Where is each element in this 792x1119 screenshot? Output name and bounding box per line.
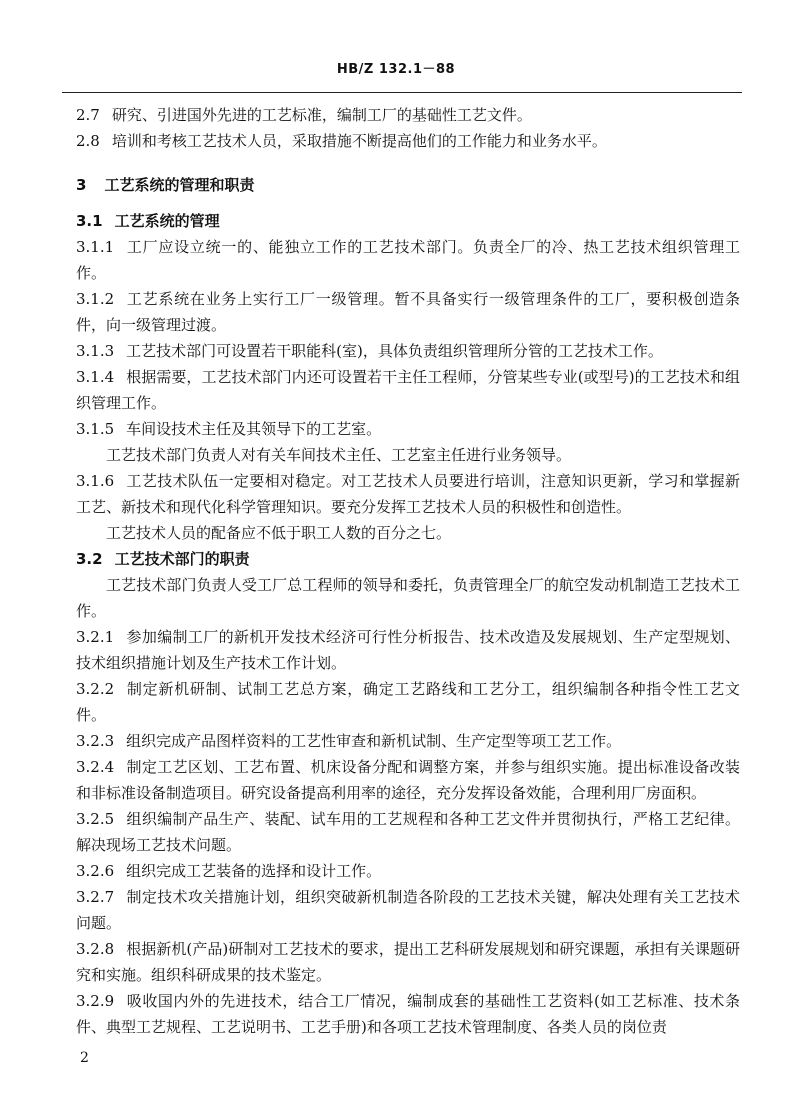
document-header: HB/Z 132.1－88 [336, 62, 456, 77]
clause-text: 制定技术攻关措施计划，组织突破新机制造各阶段的工艺技术关键，解决处理有关工艺技术问题。 [76, 888, 740, 932]
clause-3-1-1 [76, 234, 740, 286]
clause-3-2-7 [76, 884, 740, 936]
section-number: 3.2 [76, 550, 103, 568]
section-3-2-intro: 工艺技术部门负责人受工厂总工程师的领导和委托，负责管理全厂的航空发动机制造工艺技术工作。 [76, 576, 740, 620]
document-body [76, 102, 740, 1040]
clause-text: 研究、引进国外先进的工艺标准，编制工厂的基础性工艺文件。 [111, 106, 532, 124]
clause-number: 3.1.4 [76, 368, 115, 386]
clause-number: 3.2.9 [76, 992, 115, 1010]
clause-2-7 [76, 102, 740, 128]
clause-text: 根据需要，工艺技术部门内还可设置若干主任工程师，分管某些专业(或型号)的工艺技术和组织管理工作。 [76, 368, 740, 412]
clause-3-2-6 [76, 858, 740, 884]
clause-number: 3.1.3 [76, 342, 115, 360]
clause-text: 制定新机研制、试制工艺总方案，确定工艺路线和工艺分工，组织编制各种指令性工艺文件。 [76, 680, 740, 724]
section-number: 3.1 [76, 212, 103, 230]
clause-number: 3.2.4 [76, 758, 115, 776]
clause-text: 根据新机(产品)研制对工艺技术的要求，提出工艺科研发展规划和研究课题，承担有关课题研究和实施。组织科研成果的技术鉴定。 [76, 940, 740, 984]
clause-number: 3.2.7 [76, 888, 115, 906]
clause-text: 工艺技术部门可设置若干职能科(室)，具体负责组织管理所分管的工艺技术工作。 [126, 342, 663, 360]
clause-number: 3.1.1 [76, 238, 115, 256]
section-title: 工艺系统的管理 [114, 212, 220, 230]
clause-number: 3.2.2 [76, 680, 115, 698]
clause-3-2-2 [76, 676, 740, 728]
clause-number: 3.1.5 [76, 420, 115, 438]
section-3-1-heading [76, 208, 740, 234]
clause-text: 组织完成工艺装备的选择和设计工作。 [126, 862, 382, 880]
clause-3-1-6 [76, 468, 740, 520]
clause-text: 工艺系统在业务上实行工厂一级管理。暂不具备实行一级管理条件的工厂，要积极创造条件，向一级管理过渡。 [76, 290, 740, 334]
section-number: 3 [76, 176, 87, 194]
clause-number: 3.1.2 [76, 290, 115, 308]
section-title: 工艺系统的管理和职责 [104, 176, 255, 194]
clause-text: 吸收国内外的先进技术，结合工厂情况，编制成套的基础性工艺资料(如工艺标准、技术条件、典型工艺规程、工艺说明书、工艺手册)和各项工艺技术管理制度、各类人员的岗位责 [76, 992, 740, 1036]
clause-number: 3.2.6 [76, 862, 115, 880]
clause-text: 培训和考核工艺技术人员，采取措施不断提高他们的工作能力和业务水平。 [111, 132, 607, 150]
clause-3-1-3 [76, 338, 740, 364]
clause-number: 2.7 [76, 106, 100, 124]
clause-3-2-5 [76, 806, 740, 858]
section-3-heading [76, 172, 740, 198]
clause-3-2-3 [76, 728, 740, 754]
clause-text: 工厂应设立统一的、能独立工作的工艺技术部门。负责全厂的冷、热工艺技术组织管理工作。 [76, 238, 740, 282]
header-rule [62, 92, 742, 93]
clause-number: 2.8 [76, 132, 100, 150]
clause-number: 3.2.5 [76, 810, 115, 828]
clause-number: 3.1.6 [76, 472, 115, 490]
clause-3-2-4 [76, 754, 740, 806]
clause-text: 组织完成产品图样资料的工艺性审查和新机试制、生产定型等项工艺工作。 [126, 732, 622, 750]
clause-2-8 [76, 128, 740, 154]
clause-3-1-5 [76, 416, 740, 442]
clause-3-1-5-note: 工艺技术部门负责人对有关车间技术主任、工艺室主任进行业务领导。 [106, 446, 572, 464]
clause-3-2-9 [76, 988, 740, 1040]
clause-number: 3.2.3 [76, 732, 115, 750]
clause-number: 3.2.1 [76, 628, 115, 646]
clause-text: 组织编制产品生产、装配、试车用的工艺规程和各种工艺文件并贯彻执行，严格工艺纪律。解决现场工艺技术问题。 [76, 810, 740, 854]
clause-3-1-6-note: 工艺技术人员的配备应不低于职工人数的百分之七。 [106, 524, 452, 542]
section-3-2-heading [76, 546, 740, 572]
clause-text: 制定工艺区划、工艺布置、机床设备分配和调整方案，并参与组织实施。提出标准设备改装和非标准设备制造项目。研究设备提高利用率的途径，充分发挥设备效能，合理利用厂房面积。 [76, 758, 740, 802]
clause-3-2-1 [76, 624, 740, 676]
page-number: 2 [80, 1050, 89, 1066]
clause-text: 车间设技术主任及其领导下的工艺室。 [126, 420, 382, 438]
section-title: 工艺技术部门的职责 [114, 550, 250, 568]
clause-text: 参加编制工厂的新机开发技术经济可行性分析报告、技术改造及发展规划、生产定型规划、技术组织措施计划及生产技术工作计划。 [76, 628, 740, 672]
clause-3-1-2 [76, 286, 740, 338]
clause-3-1-4 [76, 364, 740, 416]
clause-number: 3.2.8 [76, 940, 115, 958]
clause-3-2-8 [76, 936, 740, 988]
clause-text: 工艺技术队伍一定要相对稳定。对工艺技术人员要进行培训，注意知识更新，学习和掌握新工艺、新技术和现代化科学管理知识。要充分发挥工艺技术人员的积极性和创造性。 [76, 472, 740, 516]
